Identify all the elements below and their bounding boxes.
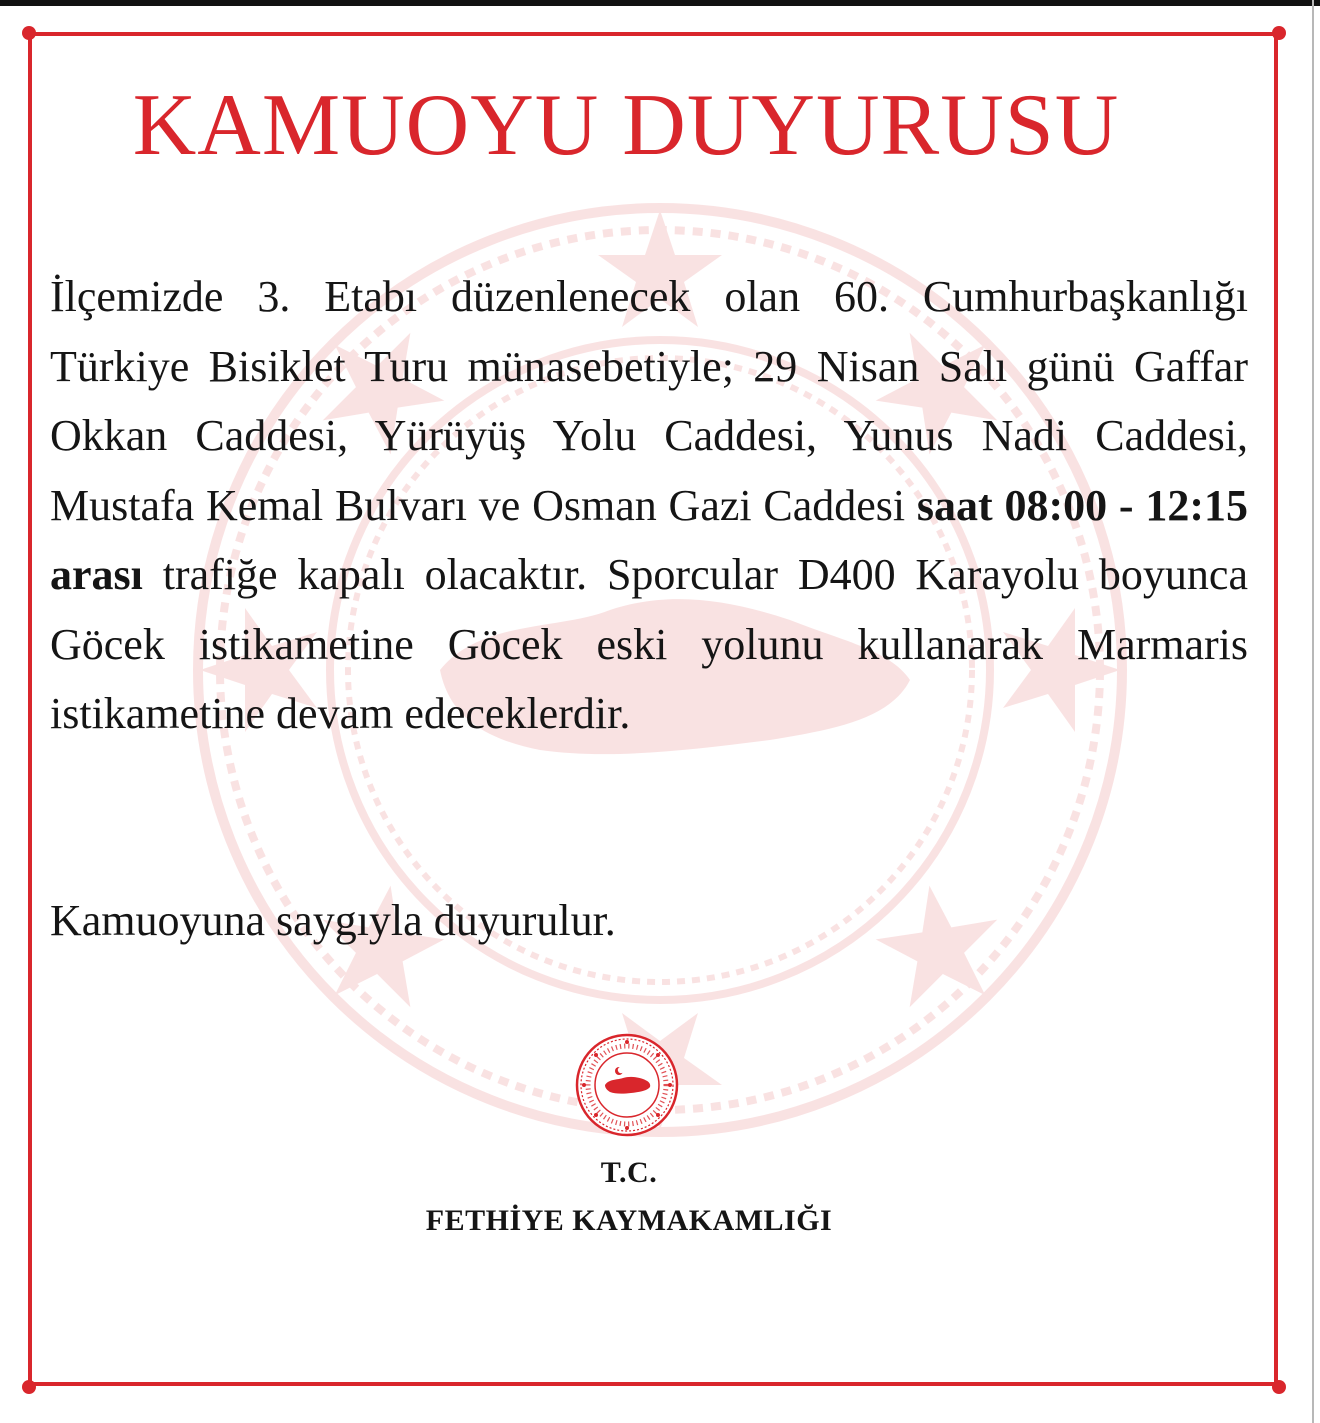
top-rule bbox=[0, 0, 1320, 6]
frame-corner-dot bbox=[1272, 26, 1286, 40]
closure-time-range: saat 08:00 - 12:15 arası bbox=[50, 480, 1249, 599]
frame-corner-dot bbox=[22, 26, 36, 40]
announcement-text-continued: trafiğe kapalı olacaktır. Sporcular D400 Karayolu boyunca Göcek istikametine Göcek eski yolunu kullanarak Marmaris istikametine devam edeceklerdir. bbox=[50, 550, 1248, 738]
page-title: KAMUOYU DUYURUSU bbox=[132, 77, 1120, 174]
closing-line: Kamuoyuna saygıyla duyurulur. bbox=[50, 896, 616, 945]
announcement-body bbox=[50, 262, 1248, 749]
signature-tc: T.C. bbox=[600, 1156, 658, 1189]
frame-corner-dot bbox=[22, 1380, 36, 1394]
frame-corner-dot bbox=[1272, 1380, 1286, 1394]
announcement-text: İlçemizde 3. Etabı düzenlenecek olan 60. Cumhurbaşkanlığı Türkiye Bisiklet Turu münasebetiyle; 29 Nisan Salı günü Gaffar Okkan Caddesi, Yürüyüş Yolu Caddesi, Yunus Nadi Caddesi, Mustafa Kemal Bulvarı ve Osman Gazi Caddesi bbox=[50, 272, 1248, 530]
signature-office-name: FETHİYE KAYMAKAMLIĞI bbox=[425, 1204, 833, 1237]
official-seal-icon bbox=[575, 1033, 679, 1137]
right-rule bbox=[1312, 0, 1314, 1423]
